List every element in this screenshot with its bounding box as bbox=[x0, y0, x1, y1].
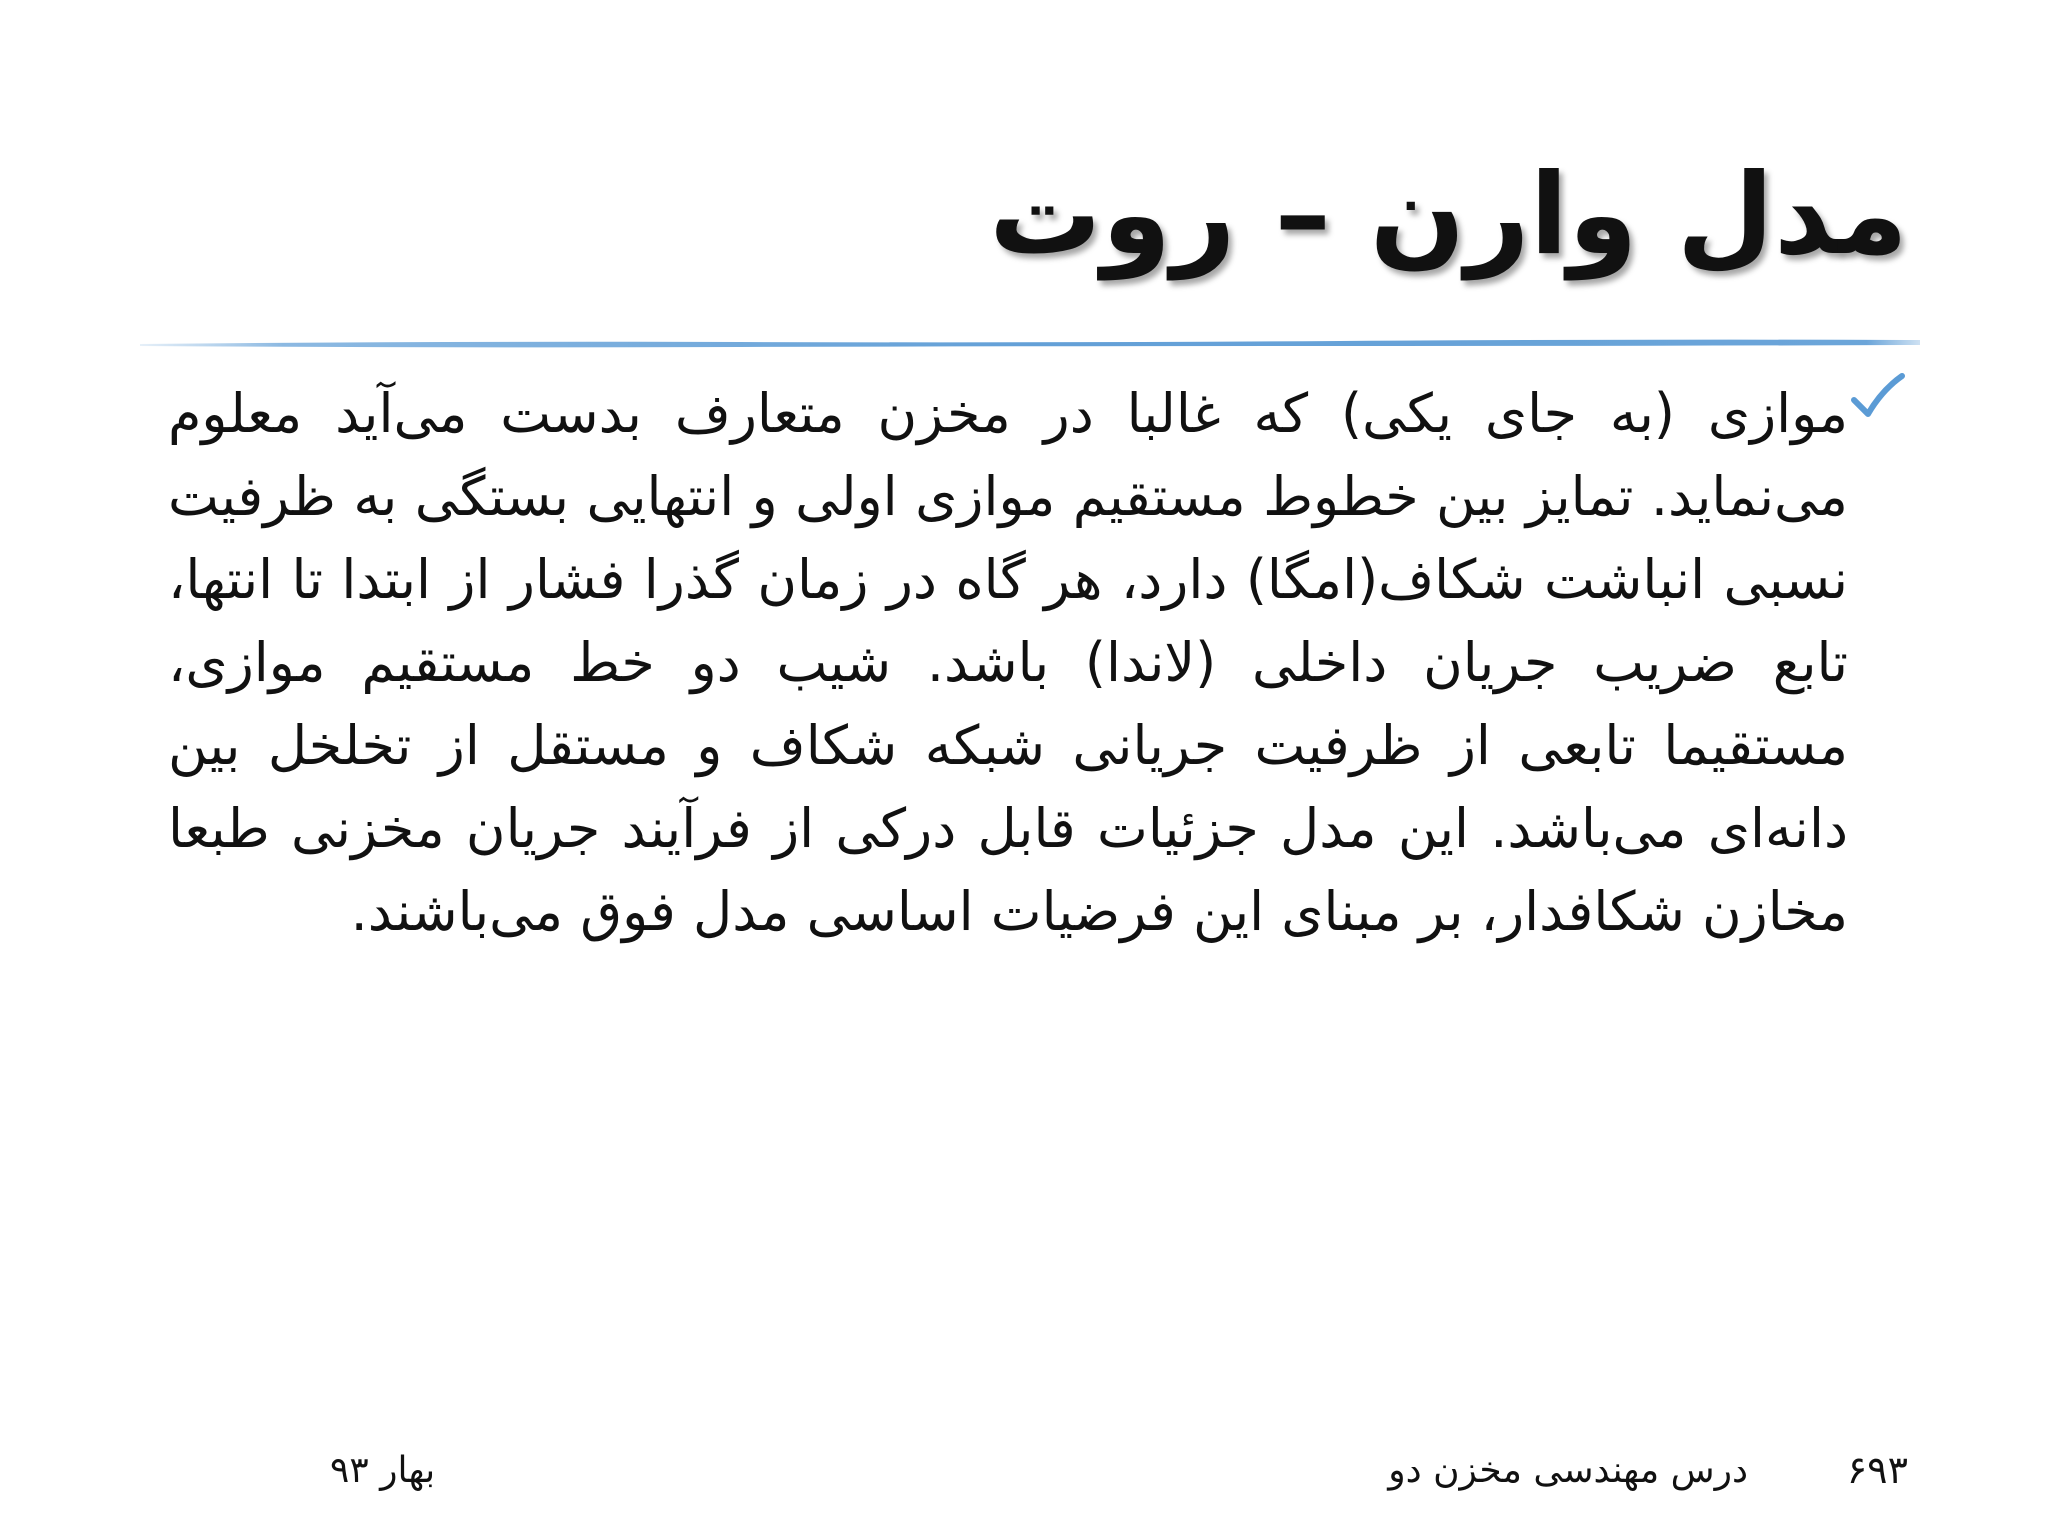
title-divider bbox=[140, 336, 1920, 350]
body-paragraph: موازی (به جای یکی) که غالبا در مخزن متعارف بدست می‌آید معلوم می‌نماید. تمایز بین خطوط مستقیم موازی اولی و انتهایی بستگی به ظرفیت نسبی انباشت شکاف(امگا) دارد، هر گاه در زمان گذرا فشار از ابتدا تا انتها، تابع ضریب جریان داخلی (لاندا) باشد. شیب دو خط مستقیم موازی، مستقیما تابعی از ظرفیت جریانی شبکه شکاف و مستقل از تخلخل بین دانه‌ای می‌باشد. این مدل جزئیات قابل درکی از فرآیند جریان مخزنی طبعا مخازن شکافدار، بر مبنای این فرضیات اساسی مدل فوق می‌باشند. bbox=[168, 382, 1848, 943]
slide-title: مدل وارن – روت bbox=[989, 150, 1908, 280]
footer-term: بهار ۹۳ bbox=[330, 1450, 436, 1491]
page-number: ۶۹۳ bbox=[1846, 1448, 1908, 1492]
check-mark-icon bbox=[1848, 368, 1906, 426]
footer-course-name: درس مهندسی مخزن دو bbox=[1388, 1450, 1748, 1491]
